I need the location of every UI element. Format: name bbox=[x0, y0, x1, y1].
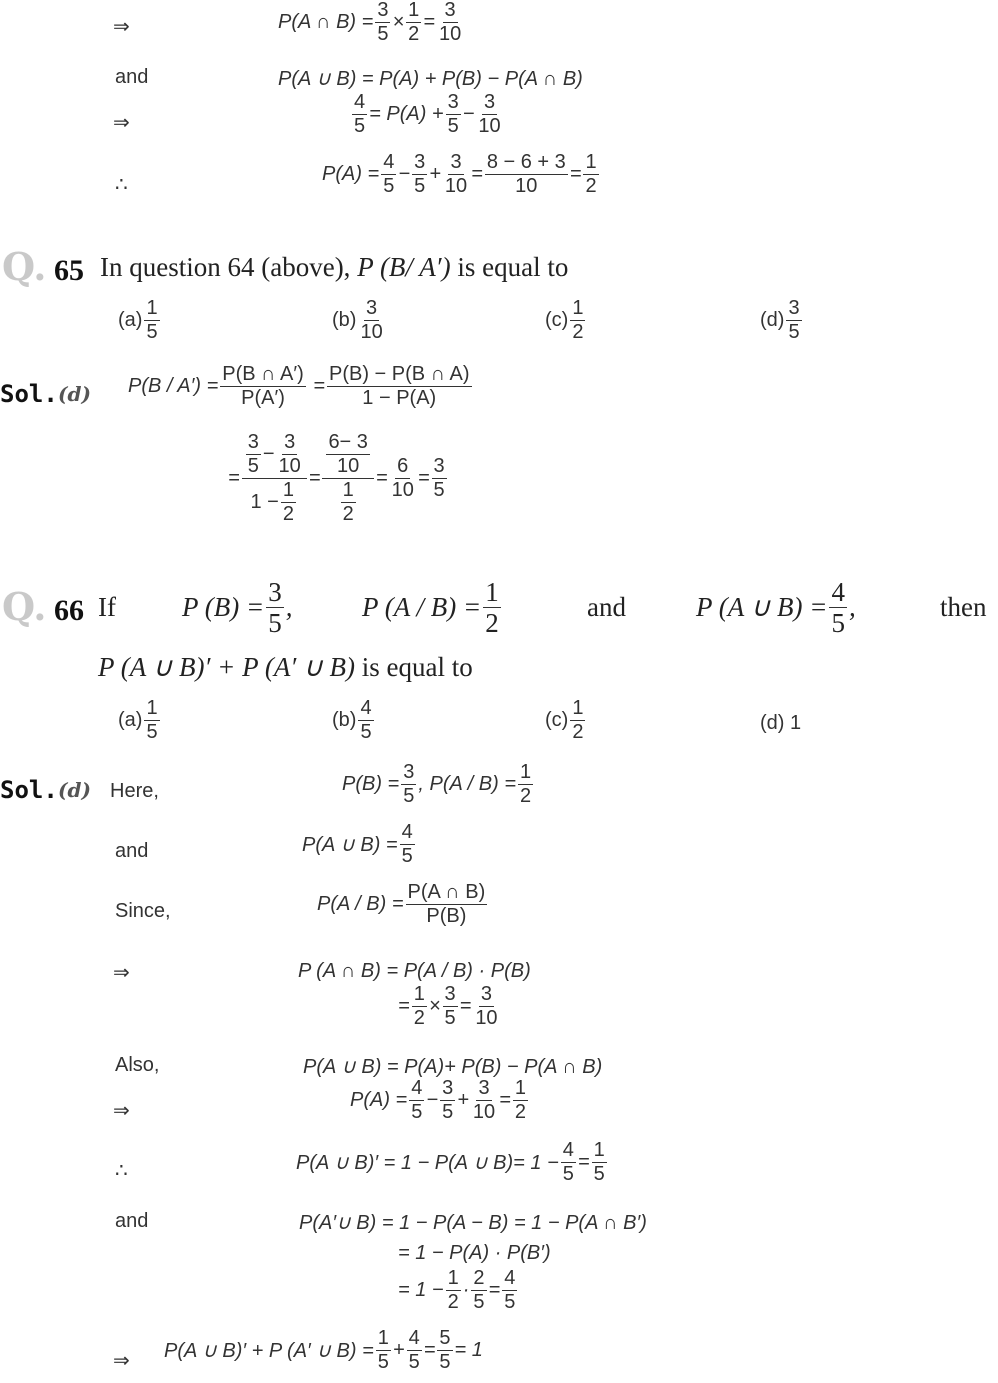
step-expr: P(A ∪ B) = $\frac{4}{5}$ bbox=[302, 821, 413, 867]
option-d[interactable] bbox=[760, 712, 801, 735]
step-expr: P(A) = $\frac{4}{5}$ − $\frac{3}{5}$ + $\frac{3}{10}$ = $\frac{1}{2}$ bbox=[350, 1077, 526, 1123]
and-word: and bbox=[587, 592, 626, 622]
step-expr: P(A ∪ B) = P(A)+ P(B) − P(A ∩ B) bbox=[303, 1056, 603, 1078]
option-num: 1 bbox=[146, 697, 158, 719]
option-label: (d) bbox=[760, 712, 785, 734]
q-mark: Q. bbox=[2, 244, 47, 289]
option-label: (c) bbox=[545, 709, 569, 731]
step-expr: P(A′∪ B) = 1 − P(A − B) = 1 − P(A ∩ B′) bbox=[299, 1212, 647, 1234]
option-a[interactable] bbox=[118, 698, 162, 743]
option-value: 1 bbox=[790, 712, 802, 734]
question-text-tail: is equal to bbox=[361, 652, 473, 682]
option-den: 2 bbox=[572, 321, 584, 343]
step-lead: Also, bbox=[115, 1054, 160, 1076]
option-den: 5 bbox=[360, 721, 372, 743]
question-expr: P (A ∪ B)′ + P (A′ ∪ B) bbox=[98, 652, 356, 682]
equation-line: $\frac{4}{5}$ = P(A) + $\frac{3}{5}$ − $\frac{3}{10}$ bbox=[354, 91, 501, 137]
given-paub: P (A ∪ B) = $\frac{4}{5}$ , bbox=[696, 577, 856, 639]
option-num: 3 bbox=[366, 297, 378, 319]
step-expr: P(B) = $\frac{3}{5}$ , P(A / B) = $\frac{1}{2}$ bbox=[342, 761, 532, 807]
question-number bbox=[2, 244, 84, 289]
q-number-value: 66 bbox=[53, 594, 84, 627]
given-pb: P (B) = $\frac{3}{5}$ , bbox=[182, 577, 293, 639]
equation-line: P(A ∩ B) = $\frac{3}{5}$ × $\frac{1}{2}$ = $\frac{3}{10}$ bbox=[278, 0, 462, 45]
implies-symbol: ⇒ bbox=[113, 112, 130, 134]
option-label: (d) bbox=[760, 309, 785, 331]
question-expr: P (B/ A′) bbox=[357, 252, 451, 282]
step-lead: ⇒ bbox=[113, 1100, 130, 1122]
question-text-tail: is equal to bbox=[457, 252, 569, 282]
option-den: 5 bbox=[788, 321, 800, 343]
step-expr: = $\frac{1}{2}$ × $\frac{3}{5}$ = $\frac{3}{10}$ bbox=[398, 983, 498, 1029]
option-label: (c) bbox=[545, 309, 569, 331]
step-expr: P(A ∪ B)′ + P (A′ ∪ B) = $\frac{1}{5}$ + $\frac{4}{5}$ = $\frac{5}{5}$ = 1 bbox=[164, 1327, 483, 1373]
step-lead: ⇒ bbox=[113, 962, 130, 984]
sol-label: Sol. bbox=[0, 776, 58, 804]
then-word: then bbox=[940, 592, 987, 622]
therefore-symbol: ∴ bbox=[115, 174, 128, 196]
question-line-2 bbox=[98, 652, 473, 683]
option-num: 4 bbox=[360, 697, 372, 719]
option-b[interactable] bbox=[332, 298, 387, 343]
option-label: (a) bbox=[118, 309, 143, 331]
question-text bbox=[100, 252, 568, 283]
step-expr: P(A / B) = $\frac{P(A \cap B)}{P(B)}$ bbox=[317, 881, 486, 927]
option-d[interactable] bbox=[760, 298, 804, 343]
q-mark: Q. bbox=[2, 584, 47, 629]
step-lead: ∴ bbox=[115, 1160, 128, 1182]
option-num: 1 bbox=[572, 297, 584, 319]
option-num: 1 bbox=[572, 697, 584, 719]
option-den: 10 bbox=[360, 321, 383, 343]
solution-line-1: P(B / A′) = $\frac{P(B \cap A')}{P(A')}$ = $\frac{P(B) - P(B \cap A)}{1 - P(A)}$ bbox=[128, 363, 470, 409]
step-expr: P(A ∪ B)′ = 1 − P(A ∪ B)= 1 − $\frac{4}{5}$ = $\frac{1}{5}$ bbox=[296, 1139, 605, 1185]
option-b[interactable] bbox=[332, 698, 376, 743]
step-lead: ⇒ bbox=[113, 1350, 130, 1372]
sol-label: Sol. bbox=[0, 380, 58, 408]
option-label: (a) bbox=[118, 709, 143, 731]
sol-answer: (d) bbox=[58, 778, 91, 802]
implies-symbol: ⇒ bbox=[113, 16, 130, 38]
question-number bbox=[2, 584, 84, 629]
q-number-value: 65 bbox=[53, 254, 84, 287]
option-den: 2 bbox=[572, 721, 584, 743]
option-c[interactable] bbox=[545, 298, 587, 343]
option-label: (b) bbox=[332, 309, 357, 331]
option-label: (b) bbox=[332, 709, 357, 731]
equation-line: P(A) = $\frac{4}{5}$ − $\frac{3}{5}$ + $\frac{3}{10}$ = $\frac{8 - 6 + 3}{10}$ = $\frac{1}{2}$ bbox=[322, 151, 597, 197]
step-lead: and bbox=[115, 840, 149, 862]
if-word: If bbox=[98, 592, 116, 622]
option-c[interactable] bbox=[545, 698, 587, 743]
option-den: 5 bbox=[146, 721, 158, 743]
step-lead: Since, bbox=[115, 900, 171, 922]
option-num: 3 bbox=[788, 297, 800, 319]
option-num: 1 bbox=[146, 297, 158, 319]
option-a[interactable] bbox=[118, 298, 162, 343]
step-lead: and bbox=[115, 1210, 149, 1232]
option-den: 5 bbox=[146, 321, 158, 343]
step-expr: = 1 − P(A) · P(B′) bbox=[398, 1242, 551, 1264]
equation-line: P(A ∪ B) = P(A) + P(B) − P(A ∩ B) bbox=[278, 68, 583, 90]
solution-line-2: = $\frac{3}{5}$ − $\frac{3}{10}$ 1 − $\frac{1}{2}$ = $\frac{\frac{6- 3}{10}}{\frac{1}{2}}$ = $\frac{6}{10}$ = $\frac{3}{5}$ bbox=[228, 431, 445, 525]
step-expr: P (A ∩ B) = P(A / B) · P(B) bbox=[298, 960, 531, 982]
step-expr: = 1 − $\frac{1}{2}$ · $\frac{2}{5}$ = $\frac{4}{5}$ bbox=[398, 1267, 516, 1313]
sol-answer: (d) bbox=[58, 382, 91, 406]
and-word: and bbox=[115, 66, 149, 88]
question-text-start: In question 64 (above), bbox=[100, 252, 351, 282]
step-lead: Here, bbox=[110, 780, 159, 802]
given-pab: P (A / B) = $\frac{1}{2}$ bbox=[362, 577, 499, 639]
